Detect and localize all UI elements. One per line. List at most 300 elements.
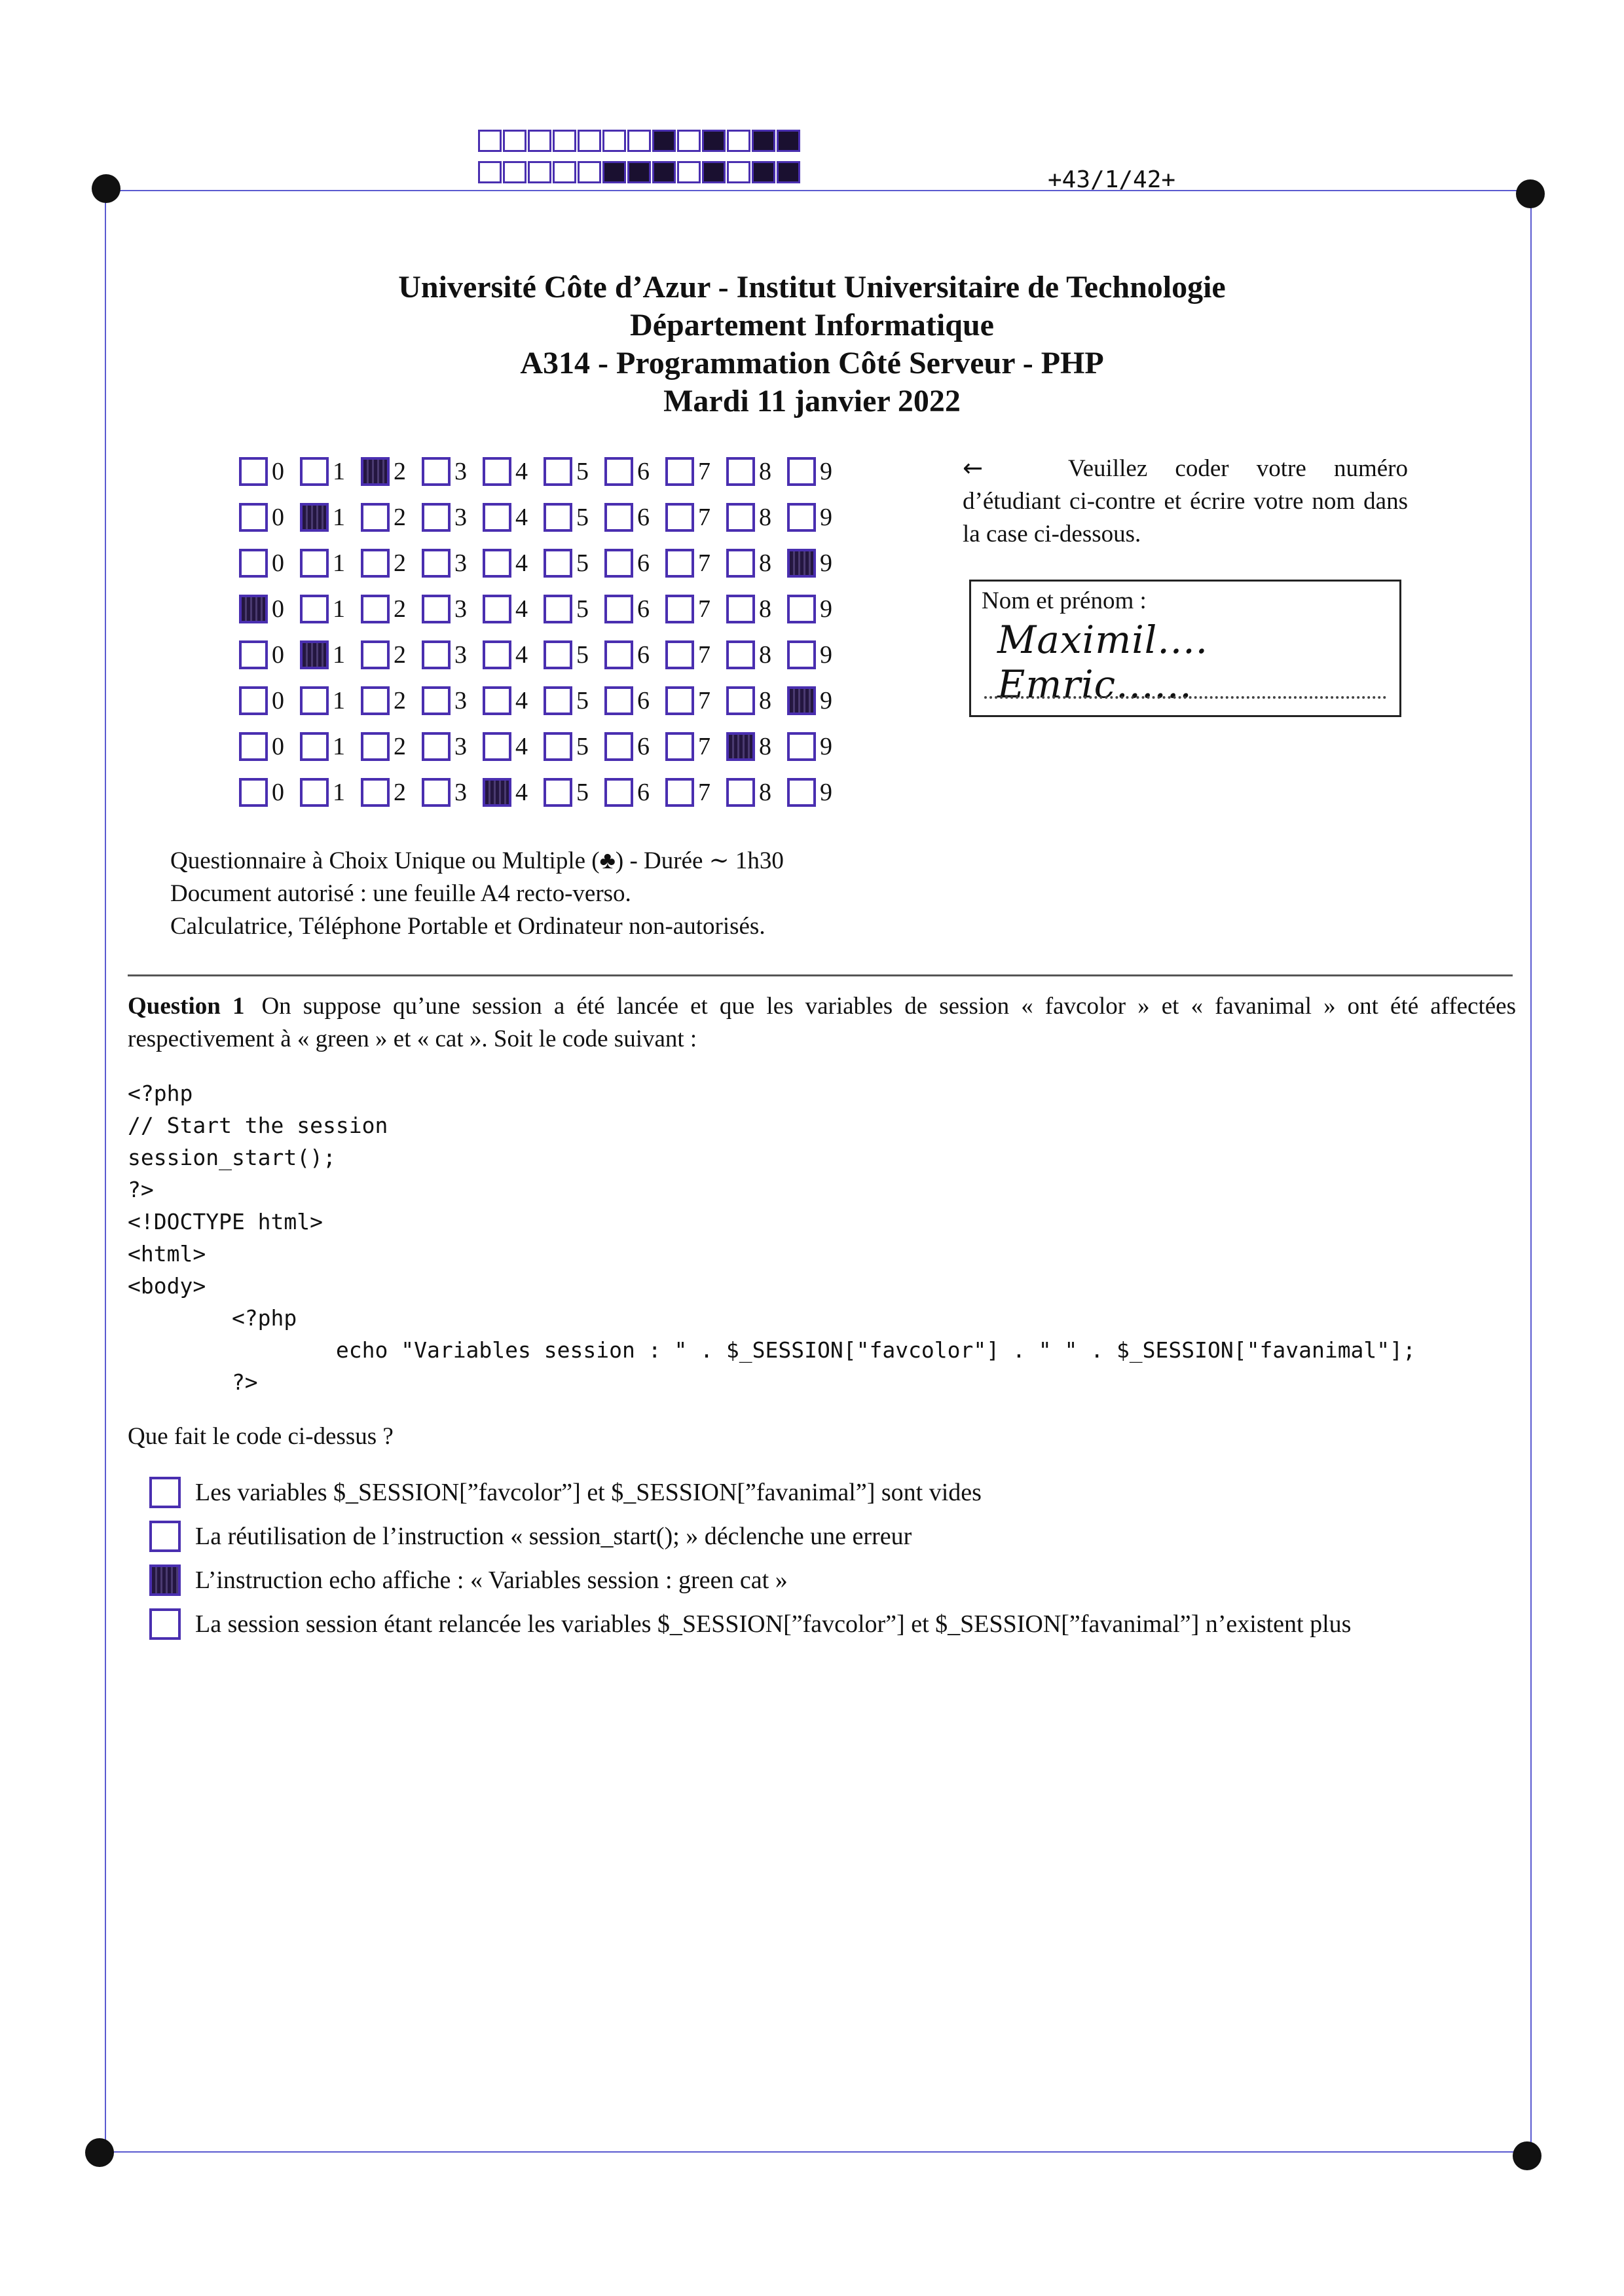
student-number-row [239, 586, 848, 632]
student-number-row [239, 449, 848, 494]
digit-label: 5 [576, 641, 589, 669]
digit-checkbox[interactable] [361, 686, 390, 715]
digit-choice[interactable] [665, 778, 726, 807]
digit-checkbox[interactable] [726, 732, 755, 761]
digit-choice[interactable] [483, 640, 544, 669]
name-field[interactable] [969, 580, 1401, 717]
digit-label: 5 [576, 458, 589, 485]
digit-checkbox[interactable] [665, 549, 694, 578]
digit-choice[interactable] [361, 595, 422, 623]
digit-choice[interactable] [239, 640, 300, 669]
digit-label: 5 [576, 504, 589, 531]
digit-label: 9 [820, 549, 832, 577]
barcode-cell [702, 161, 726, 183]
digit-label: 0 [272, 779, 284, 806]
digit-checkbox[interactable] [239, 457, 268, 486]
digit-checkbox[interactable] [604, 640, 633, 669]
digit-checkbox[interactable] [300, 549, 329, 578]
answer-text: La session session étant relancée les variables $_SESSION[”favcolor”] et $_SESSION[”favanimal”] n’existent plus [195, 1610, 1352, 1638]
instructions-text: Veuillez coder votre numéro d’étudiant ci-contre et écrire votre nom dans la case ci-dessous. [963, 455, 1408, 547]
digit-label: 4 [515, 641, 528, 669]
question-prompt: Que fait le code ci-dessus ? [128, 1423, 394, 1450]
digit-label: 3 [454, 641, 467, 669]
digit-label: 3 [454, 779, 467, 806]
student-number-row [239, 540, 848, 586]
left-arrow-icon: ← [963, 454, 984, 482]
answer-checkbox[interactable] [149, 1521, 181, 1552]
question-label: Question 1 [128, 993, 245, 1020]
digit-checkbox[interactable] [483, 595, 511, 623]
digit-checkbox[interactable] [300, 457, 329, 486]
frame-top [107, 190, 1534, 191]
digit-choice[interactable] [300, 595, 361, 623]
digit-checkbox[interactable] [239, 595, 268, 623]
digit-checkbox[interactable] [787, 732, 816, 761]
digit-choice[interactable] [544, 778, 604, 807]
digit-label: 3 [454, 504, 467, 531]
digit-checkbox[interactable] [787, 549, 816, 578]
digit-choice[interactable] [604, 503, 665, 532]
digit-checkbox[interactable] [239, 732, 268, 761]
digit-label: 1 [333, 595, 345, 623]
digit-choice[interactable] [422, 595, 483, 623]
barcode-cell [702, 130, 726, 152]
registration-mark-top-left [92, 174, 120, 203]
student-number-row [239, 769, 848, 815]
digit-checkbox[interactable] [300, 503, 329, 532]
digit-choice[interactable] [422, 778, 483, 807]
digit-choice[interactable] [787, 549, 848, 578]
barcode-cell [503, 130, 526, 152]
barcode-cell [478, 161, 502, 183]
digit-checkbox[interactable] [544, 686, 572, 715]
digit-label: 0 [272, 458, 284, 485]
digit-choice[interactable] [361, 640, 422, 669]
digit-label: 4 [515, 458, 528, 485]
digit-checkbox[interactable] [422, 549, 451, 578]
barcode-cell [752, 130, 775, 152]
digit-checkbox[interactable] [665, 595, 694, 623]
digit-checkbox[interactable] [544, 640, 572, 669]
digit-choice[interactable] [604, 778, 665, 807]
digit-label: 2 [394, 687, 406, 714]
digit-checkbox[interactable] [483, 457, 511, 486]
digit-choice[interactable] [483, 595, 544, 623]
digit-label: 6 [637, 595, 650, 623]
section-divider [128, 974, 1513, 976]
digit-label: 1 [333, 458, 345, 485]
digit-checkbox[interactable] [300, 778, 329, 807]
digit-label: 9 [820, 641, 832, 669]
digit-label: 3 [454, 549, 467, 577]
digit-checkbox[interactable] [422, 686, 451, 715]
digit-label: 3 [454, 733, 467, 760]
digit-checkbox[interactable] [239, 686, 268, 715]
digit-checkbox[interactable] [361, 503, 390, 532]
digit-checkbox[interactable] [665, 503, 694, 532]
answer-option[interactable] [149, 1558, 1351, 1602]
digit-choice[interactable] [483, 778, 544, 807]
digit-choice[interactable] [604, 595, 665, 623]
digit-label: 6 [637, 687, 650, 714]
digit-label: 6 [637, 779, 650, 806]
barcode-cell [528, 130, 551, 152]
answer-option[interactable] [149, 1602, 1351, 1646]
answer-text: L’instruction echo affiche : « Variables session : green cat » [195, 1566, 788, 1594]
student-number-row [239, 494, 848, 540]
digit-checkbox[interactable] [787, 778, 816, 807]
digit-choice[interactable] [422, 640, 483, 669]
digit-label: 0 [272, 733, 284, 760]
code-listing: <?php // Start the session session_start(); ?> <!DOCTYPE html> <html> <body> <?php echo "Variables session : " . $_SESSION["favcolor"] . " " . $_SESSION["favanimal"]; ?> [128, 1081, 1416, 1395]
digit-label: 6 [637, 504, 650, 531]
digit-choice[interactable] [300, 640, 361, 669]
digit-choice[interactable] [422, 686, 483, 715]
answer-option[interactable] [149, 1514, 1351, 1558]
digit-checkbox[interactable] [787, 686, 816, 715]
barcode-row-top [478, 130, 802, 152]
barcode-cell [528, 161, 551, 183]
digit-choice[interactable] [544, 503, 604, 532]
barcode-cell [652, 130, 676, 152]
digit-label: 5 [576, 595, 589, 623]
digit-label: 7 [698, 549, 710, 577]
digit-checkbox[interactable] [361, 732, 390, 761]
digit-checkbox[interactable] [239, 503, 268, 532]
barcode-cell [602, 130, 626, 152]
digit-choice[interactable] [422, 457, 483, 486]
digit-choice[interactable] [787, 595, 848, 623]
digit-choice[interactable] [665, 457, 726, 486]
digit-checkbox[interactable] [726, 686, 755, 715]
digit-label: 6 [637, 458, 650, 485]
digit-checkbox[interactable] [422, 595, 451, 623]
digit-checkbox[interactable] [787, 503, 816, 532]
barcode-cell [777, 161, 800, 183]
digit-label: 5 [576, 779, 589, 806]
digit-label: 4 [515, 504, 528, 531]
barcode-cell [627, 161, 651, 183]
digit-choice[interactable] [483, 686, 544, 715]
digit-choice[interactable] [787, 503, 848, 532]
digit-label: 7 [698, 641, 710, 669]
page-identifier: +43/1/42+ [1048, 166, 1176, 193]
digit-checkbox[interactable] [665, 778, 694, 807]
answer-text: La réutilisation de l’instruction « session_start(); » déclenche une erreur [195, 1522, 912, 1550]
digit-label: 8 [759, 595, 771, 623]
digit-label: 4 [515, 687, 528, 714]
digit-checkbox[interactable] [483, 686, 511, 715]
digit-choice[interactable] [665, 732, 726, 761]
exam-format: Questionnaire à Choix Unique ou Multiple (♣) - Durée ∼ 1h30 [170, 847, 784, 874]
digit-choice[interactable] [300, 778, 361, 807]
digit-checkbox[interactable] [422, 778, 451, 807]
digit-choice[interactable] [787, 732, 848, 761]
digit-label: 9 [820, 779, 832, 806]
digit-label: 8 [759, 549, 771, 577]
registration-mark-top-right [1516, 179, 1545, 208]
digit-label: 1 [333, 733, 345, 760]
barcode-cell [503, 161, 526, 183]
digit-label: 9 [820, 595, 832, 623]
digit-checkbox[interactable] [604, 778, 633, 807]
digit-label: 2 [394, 458, 406, 485]
digit-label: 2 [394, 733, 406, 760]
digit-choice[interactable] [604, 732, 665, 761]
digit-checkbox[interactable] [300, 595, 329, 623]
barcode-cell [727, 161, 750, 183]
digit-choice[interactable] [300, 457, 361, 486]
digit-checkbox[interactable] [604, 503, 633, 532]
digit-checkbox[interactable] [787, 640, 816, 669]
digit-checkbox[interactable] [483, 778, 511, 807]
digit-checkbox[interactable] [604, 457, 633, 486]
digit-choice[interactable] [787, 778, 848, 807]
digit-choice[interactable] [422, 503, 483, 532]
digit-choice[interactable] [787, 686, 848, 715]
registration-mark-bottom-left [85, 2138, 114, 2167]
exam-date: Mardi 11 janvier 2022 [663, 384, 961, 418]
digit-checkbox[interactable] [483, 732, 511, 761]
digit-checkbox[interactable] [361, 457, 390, 486]
digit-choice[interactable] [239, 686, 300, 715]
digit-checkbox[interactable] [361, 549, 390, 578]
digit-choice[interactable] [483, 457, 544, 486]
digit-choice[interactable] [726, 640, 787, 669]
digit-choice[interactable] [544, 732, 604, 761]
barcode-cell [777, 130, 800, 152]
digit-choice[interactable] [544, 640, 604, 669]
digit-checkbox[interactable] [604, 686, 633, 715]
digit-checkbox[interactable] [604, 732, 633, 761]
digit-label: 2 [394, 549, 406, 577]
digit-choice[interactable] [239, 732, 300, 761]
digit-label: 0 [272, 595, 284, 623]
digit-choice[interactable] [361, 503, 422, 532]
digit-checkbox[interactable] [665, 732, 694, 761]
digit-label: 9 [820, 687, 832, 714]
digit-choice[interactable] [483, 732, 544, 761]
digit-label: 8 [759, 641, 771, 669]
digit-label: 1 [333, 779, 345, 806]
digit-label: 6 [637, 733, 650, 760]
digit-checkbox[interactable] [239, 640, 268, 669]
student-number-row [239, 724, 848, 769]
digit-label: 8 [759, 687, 771, 714]
student-number-row [239, 632, 848, 678]
answer-checkbox[interactable] [149, 1477, 181, 1508]
digit-choice[interactable] [604, 686, 665, 715]
digit-checkbox[interactable] [726, 457, 755, 486]
digit-choice[interactable] [726, 732, 787, 761]
dotted-line [984, 696, 1386, 699]
digit-choice[interactable] [544, 549, 604, 578]
digit-checkbox[interactable] [544, 732, 572, 761]
digit-label: 0 [272, 641, 284, 669]
frame-left [105, 190, 106, 2151]
digit-label: 8 [759, 458, 771, 485]
digit-choice[interactable] [361, 686, 422, 715]
digit-choice[interactable] [544, 595, 604, 623]
digit-choice[interactable] [300, 549, 361, 578]
barcode-row-bottom [478, 161, 802, 183]
barcode-cell [578, 161, 601, 183]
barcode-cell [578, 130, 601, 152]
digit-choice[interactable] [483, 549, 544, 578]
digit-label: 9 [820, 504, 832, 531]
frame-bottom [101, 2151, 1529, 2153]
digit-label: 2 [394, 641, 406, 669]
digit-choice[interactable] [665, 549, 726, 578]
digit-choice[interactable] [239, 457, 300, 486]
digit-choice[interactable] [604, 549, 665, 578]
digit-label: 7 [698, 595, 710, 623]
digit-choice[interactable] [604, 640, 665, 669]
digit-checkbox[interactable] [544, 457, 572, 486]
digit-choice[interactable] [361, 732, 422, 761]
barcode-cell [677, 161, 701, 183]
registration-mark-bottom-right [1513, 2141, 1541, 2170]
digit-choice[interactable] [726, 503, 787, 532]
digit-choice[interactable] [726, 549, 787, 578]
digit-checkbox[interactable] [787, 457, 816, 486]
digit-checkbox[interactable] [483, 503, 511, 532]
course-title: A314 - Programmation Côté Serveur - PHP [520, 346, 1104, 380]
digit-checkbox[interactable] [544, 503, 572, 532]
digit-label: 4 [515, 779, 528, 806]
digit-label: 2 [394, 504, 406, 531]
question-text: On suppose qu’une session a été lancée et que les variables de session « favcolor » et « favanimal » ont été affectées respectivement à « green » et « cat ». Soit le code suivant : [128, 993, 1517, 1052]
digit-checkbox[interactable] [726, 549, 755, 578]
student-number-row [239, 678, 848, 724]
digit-choice[interactable] [300, 503, 361, 532]
digit-checkbox[interactable] [726, 640, 755, 669]
digit-label: 1 [333, 549, 345, 577]
digit-checkbox[interactable] [422, 640, 451, 669]
digit-checkbox[interactable] [544, 595, 572, 623]
digit-label: 8 [759, 504, 771, 531]
digit-label: 7 [698, 504, 710, 531]
digit-checkbox[interactable] [361, 778, 390, 807]
digit-label: 7 [698, 779, 710, 806]
digit-checkbox[interactable] [483, 640, 511, 669]
digit-checkbox[interactable] [361, 595, 390, 623]
digit-label: 0 [272, 504, 284, 531]
digit-label: 1 [333, 687, 345, 714]
digit-checkbox[interactable] [300, 686, 329, 715]
digit-choice[interactable] [239, 778, 300, 807]
digit-label: 5 [576, 549, 589, 577]
digit-choice[interactable] [239, 595, 300, 623]
digit-choice[interactable] [665, 595, 726, 623]
digit-label: 5 [576, 733, 589, 760]
barcode-cell [478, 130, 502, 152]
digit-choice[interactable] [726, 457, 787, 486]
digit-choice[interactable] [726, 778, 787, 807]
digit-label: 7 [698, 733, 710, 760]
digit-label: 9 [820, 458, 832, 485]
digit-checkbox[interactable] [239, 778, 268, 807]
digit-checkbox[interactable] [604, 549, 633, 578]
digit-label: 8 [759, 779, 771, 806]
digit-choice[interactable] [300, 686, 361, 715]
digit-choice[interactable] [665, 640, 726, 669]
digit-choice[interactable] [726, 686, 787, 715]
frame-right [1530, 193, 1532, 2151]
barcode-cell [553, 130, 576, 152]
digit-checkbox[interactable] [665, 640, 694, 669]
student-number-grid [239, 449, 848, 815]
digit-checkbox[interactable] [239, 549, 268, 578]
answer-checkbox[interactable] [149, 1608, 181, 1640]
digit-label: 1 [333, 641, 345, 669]
digit-choice[interactable] [665, 686, 726, 715]
digit-label: 2 [394, 779, 406, 806]
exam-rules [170, 845, 784, 943]
digit-choice[interactable] [361, 549, 422, 578]
handwritten-name: Maximil.... Emric...... [997, 618, 1209, 707]
barcode-cell [727, 130, 750, 152]
barcode-cell [652, 161, 676, 183]
digit-label: 0 [272, 687, 284, 714]
digit-checkbox[interactable] [300, 732, 329, 761]
answer-option[interactable] [149, 1470, 1351, 1514]
digit-checkbox[interactable] [726, 503, 755, 532]
digit-checkbox[interactable] [604, 595, 633, 623]
digit-label: 6 [637, 641, 650, 669]
digit-label: 4 [515, 595, 528, 623]
digit-label: 8 [759, 733, 771, 760]
digit-checkbox[interactable] [726, 595, 755, 623]
digit-choice[interactable] [300, 732, 361, 761]
digit-checkbox[interactable] [726, 778, 755, 807]
digit-choice[interactable] [665, 503, 726, 532]
digit-choice[interactable] [239, 503, 300, 532]
digit-choice[interactable] [726, 595, 787, 623]
digit-choice[interactable] [604, 457, 665, 486]
name-field-label: Nom et prénom : [982, 587, 1147, 614]
digit-label: 7 [698, 687, 710, 714]
digit-choice[interactable] [422, 549, 483, 578]
digit-checkbox[interactable] [665, 457, 694, 486]
digit-checkbox[interactable] [544, 549, 572, 578]
digit-choice[interactable] [422, 732, 483, 761]
digit-checkbox[interactable] [422, 503, 451, 532]
digit-label: 0 [272, 549, 284, 577]
digit-choice[interactable] [787, 640, 848, 669]
digit-checkbox[interactable] [422, 457, 451, 486]
digit-choice[interactable] [544, 457, 604, 486]
digit-checkbox[interactable] [483, 549, 511, 578]
id-instructions [963, 452, 1408, 551]
digit-checkbox[interactable] [361, 640, 390, 669]
barcode-cell [627, 130, 651, 152]
digit-checkbox[interactable] [544, 778, 572, 807]
digit-choice[interactable] [361, 778, 422, 807]
barcode-cell [602, 161, 626, 183]
digit-choice[interactable] [787, 457, 848, 486]
answer-checkbox[interactable] [149, 1565, 181, 1596]
digit-choice[interactable] [361, 457, 422, 486]
digit-checkbox[interactable] [422, 732, 451, 761]
digit-checkbox[interactable] [665, 686, 694, 715]
digit-choice[interactable] [239, 549, 300, 578]
digit-choice[interactable] [544, 686, 604, 715]
forbidden-devices: Calculatrice, Téléphone Portable et Ordinateur non-autorisés. [170, 913, 766, 940]
digit-checkbox[interactable] [300, 640, 329, 669]
digit-choice[interactable] [483, 503, 544, 532]
digit-checkbox[interactable] [787, 595, 816, 623]
